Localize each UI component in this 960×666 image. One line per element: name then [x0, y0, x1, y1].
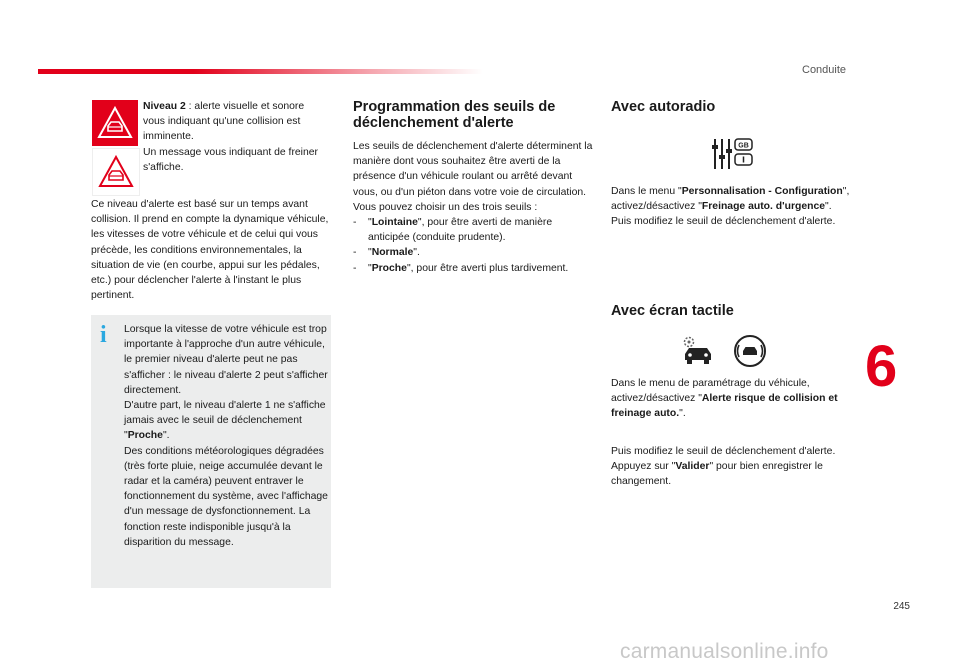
niveau2-text: : alerte visuelle et sonore vous indiquant qu'une collision est imminente.	[143, 101, 305, 143]
info-box-text: Lorsque la vitesse de votre véhicule est trop importante à l'approche d'un autre véhicule, le premier niveau d'alerte peut ne pas s'afficher : le niveau d'alerte 2 peut s'afficher directement. D'autre part, le niveau d'alerte 1 ne s'affiche jamais avec le seuil de déclenchement "Proche". Des conditions météorologiques dégradées (très forte pluie, neige accumulée devant le radar et la caméra) peuvent entraver le fonctionnement du système, avec l'affichage d'un message de dysfonctionnement. La fonction reste indisponible jusqu'à la disparition du message.	[124, 324, 328, 548]
section-name: Conduite	[802, 64, 847, 76]
threshold-title: Programmation des seuils de déclenchement d'alerte	[353, 99, 556, 131]
threshold-option: - "Normale".	[353, 245, 593, 260]
collision-alert-icon	[92, 100, 138, 146]
header-accent-bar	[38, 69, 483, 74]
alert-level-body: Ce niveau d'alerte est basé sur un temps avant collision. Il prend en compte la dynamique véhicule, les vitesses de votre véhicule et de celui qui vous précède, les conditions environnementales, la situation de vie (en courbe, appui sur les pédales, etc.) pour déclencher l'alerte à l'instant le plus pertinent.	[91, 199, 329, 302]
touchscreen-title: Avec écran tactile	[611, 303, 734, 319]
radio-settings-icon	[711, 137, 753, 171]
threshold-intro: Les seuils de déclenchement d'alerte déterminent la manière dont vous souhaitez être averti de la présence d'un véhicule roulant ou arrêté devant vous, ou d'un piéton dans votre voie de circulation.	[353, 141, 593, 198]
info-icon: i	[100, 322, 107, 348]
threshold-section	[353, 99, 593, 276]
collision-alert-settings-icon	[732, 334, 768, 368]
vehicle-settings-icon	[680, 334, 716, 368]
page-number: 245	[893, 601, 910, 612]
radio-instructions: Dans le menu "Personnalisation - Configuration", activez/désactivez "Freinage auto. d'urgence". Puis modifiez le seuil de déclenchement d'alerte.	[611, 186, 850, 228]
threshold-option: - "Proche", pour être averti plus tardivement.	[353, 261, 593, 276]
touchscreen-instructions: Dans le menu de paramétrage du véhicule, activez/désactivez "Alerte risque de collision et freinage auto.".	[611, 378, 838, 420]
threshold-options	[353, 215, 593, 276]
niveau2-message: Un message vous indiquant de freiner s'affiche.	[143, 146, 319, 173]
touchscreen-validate: Puis modifiez le seuil de déclenchement d'alerte. Appuyez sur "Valider" pour bien enregistrer le changement.	[611, 446, 836, 488]
threshold-option: - "Lointaine", pour être averti de manière anticipée (conduite prudente).	[353, 215, 593, 245]
radio-title: Avec autoradio	[611, 99, 716, 115]
radio-icon-label: GB	[738, 142, 749, 150]
watermark: carmanualsonline.info	[620, 640, 829, 663]
chapter-number: 6	[865, 334, 898, 399]
collision-warning-icon	[92, 148, 140, 196]
niveau2-block	[143, 99, 328, 175]
threshold-choice: Vous pouvez choisir un des trois seuils :	[353, 201, 538, 213]
niveau2-title: Niveau 2	[143, 101, 186, 112]
